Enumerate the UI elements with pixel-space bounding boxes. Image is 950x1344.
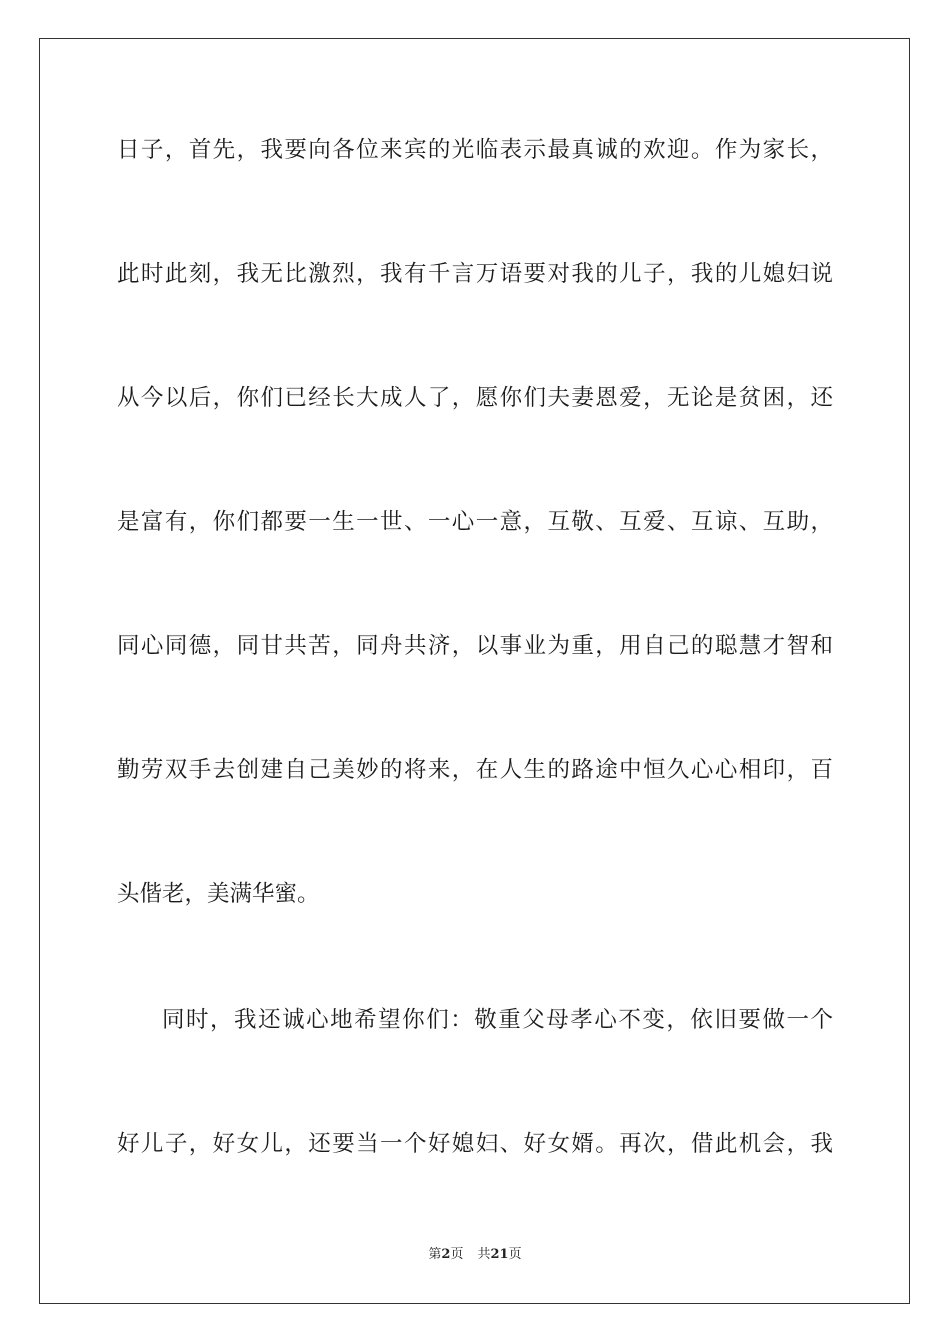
body-line-7: 头偕老，美满华蜜。 <box>117 881 320 907</box>
body-line-1: 日子，首先，我要向各位来宾的光临表示最真诚的欢迎。作为家长， <box>117 137 833 163</box>
page-number: 2 <box>441 1247 451 1262</box>
body-line-6: 勤劳双手去创建自己美妙的将来，在人生的路途中恒久心心相印，百 <box>117 757 833 783</box>
body-line-2: 此时此刻，我无比激烈，我有千言万语要对我的儿子，我的儿媳妇说 <box>117 261 833 287</box>
body-line-5: 同心同德，同甘共苦，同舟共济，以事业为重，用自己的聪慧才智和 <box>117 633 833 659</box>
total-suffix: 页 <box>508 1247 522 1262</box>
total-pages: 21 <box>490 1247 509 1262</box>
page-footer <box>0 1245 950 1265</box>
page-prefix: 第 <box>428 1247 442 1262</box>
body-line-3: 从今以后，你们已经长大成人了，愿你们夫妻恩爱，无论是贫困，还 <box>117 385 833 411</box>
body-line-9: 好儿子，好女儿，还要当一个好媳妇、好女婿。再次，借此机会，我 <box>117 1131 833 1157</box>
page-frame <box>39 38 910 1304</box>
page-suffix: 页 <box>450 1247 464 1262</box>
body-line-4: 是富有，你们都要一生一世、一心一意，互敬、互爱、互谅、互助， <box>117 509 833 535</box>
body-line-8: 同时，我还诚心地希望你们：敬重父母孝心不变，依旧要做一个 <box>162 1007 833 1033</box>
total-prefix: 共 <box>477 1247 491 1262</box>
